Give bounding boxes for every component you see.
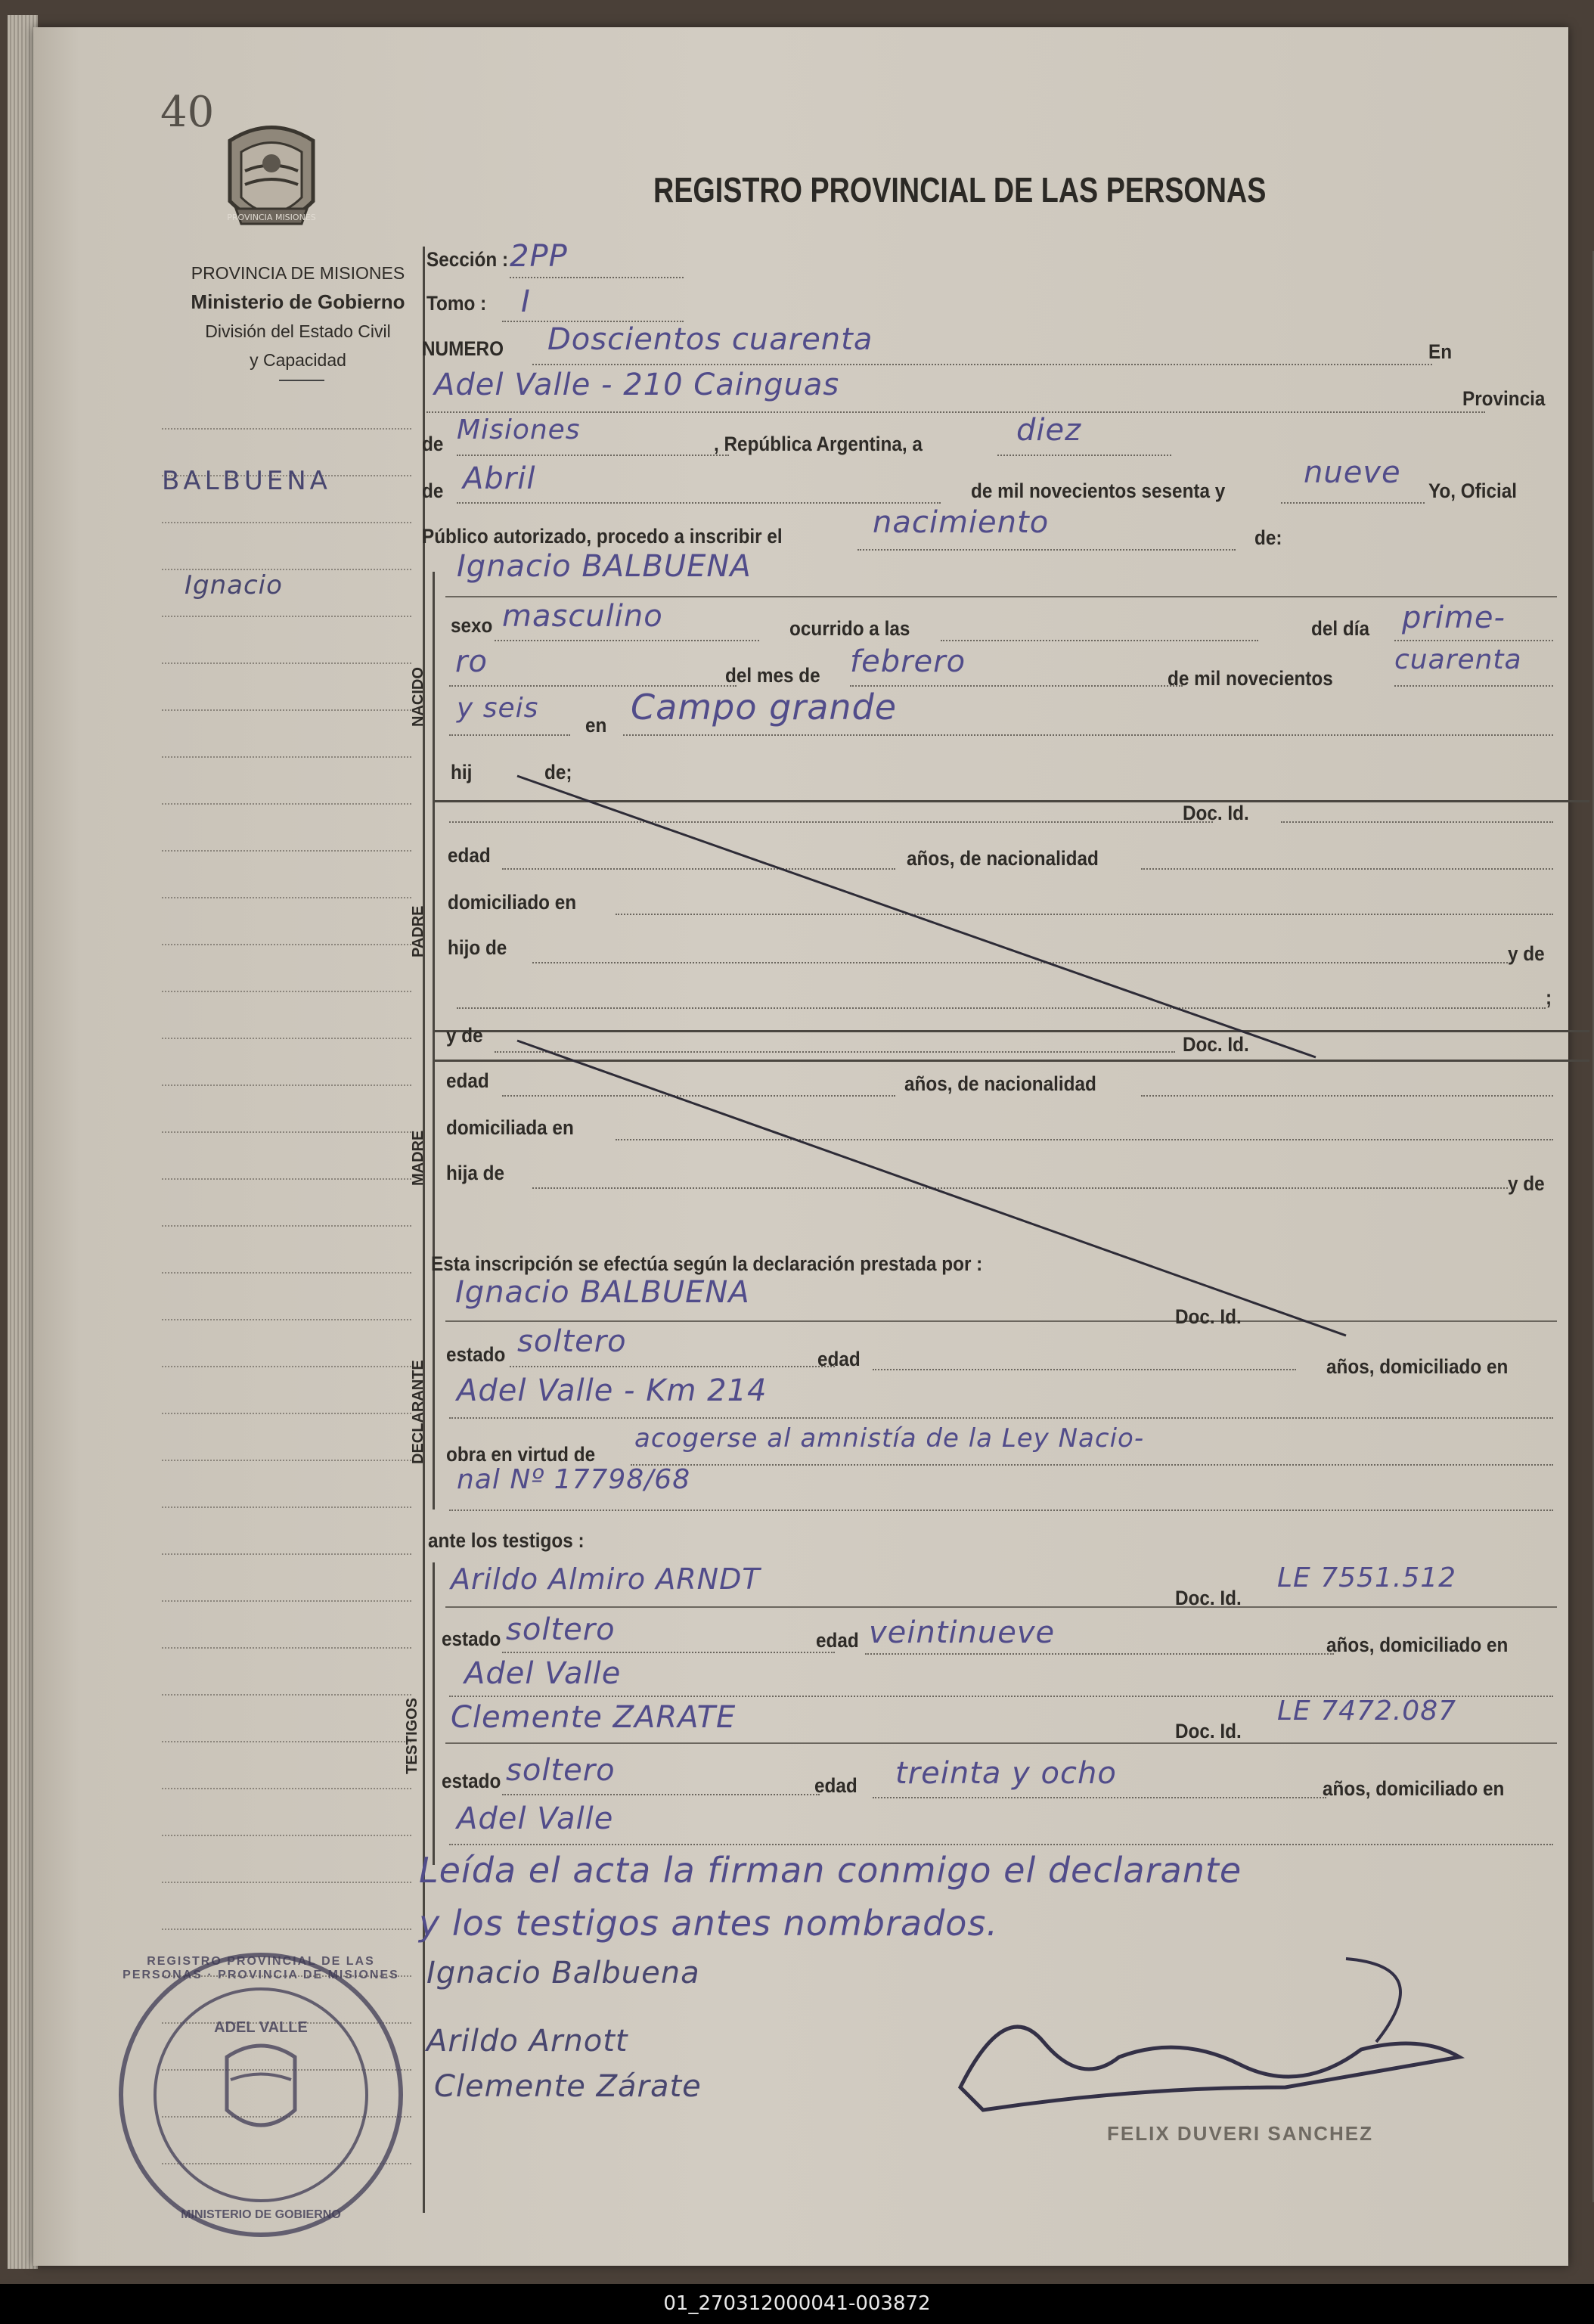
de-mil-label: de mil novecientos sesenta y	[971, 479, 1226, 502]
provincia-value: Misiones	[457, 414, 581, 445]
margin-surname: BALBUENA	[162, 466, 331, 496]
issuer-ministry: Ministerio de Gobierno	[191, 290, 405, 313]
acto-value: nacimiento	[873, 505, 1050, 540]
testigo1-estado-value: soltero	[506, 1612, 616, 1647]
testigo2-estado-label: estado	[442, 1770, 501, 1792]
seccion-label: Sección :	[426, 248, 509, 271]
de-label-2: de	[422, 479, 444, 502]
testigo1-value: Arildo Almiro ARNDT	[451, 1562, 761, 1596]
dia-nac-value: prime-	[1402, 600, 1506, 635]
testigo2-value: Clemente ZARATE	[451, 1700, 737, 1735]
padre-dom-label: domiciliado en	[448, 891, 577, 914]
padre-semicolon: ;	[1546, 986, 1552, 1009]
madre-y-de-label: y de	[446, 1024, 483, 1047]
signature-flourish	[1346, 1959, 1400, 2042]
lugar-nac-value: Campo grande	[631, 687, 898, 728]
margin-given-name: Ignacio	[185, 570, 283, 600]
madre-edad-label: edad	[446, 1069, 489, 1092]
del-dia-label: del día	[1311, 617, 1369, 640]
tomo-value: I	[521, 284, 531, 319]
declarante-estado-value: soltero	[517, 1324, 627, 1359]
madre-dom-label: domiciliada en	[446, 1116, 574, 1139]
padre-side-label: PADRE	[410, 905, 426, 957]
dia-value: diez	[1016, 413, 1082, 448]
en-label: En	[1428, 340, 1453, 363]
mes-value: Abril	[463, 461, 536, 496]
declarante-estado-label: estado	[446, 1343, 506, 1366]
officer-signature	[960, 2027, 1459, 2110]
numero-label: NUMERO	[422, 337, 504, 360]
declarante-dom-value: Adel Valle - Km 214	[457, 1373, 768, 1408]
testigo1-edad-label: edad	[816, 1629, 859, 1652]
madre-nac-label: años, de nacionalidad	[904, 1072, 1096, 1095]
testigos-label: ante los testigos :	[428, 1529, 585, 1552]
registry-seal-icon	[121, 1955, 401, 2235]
testigo1-dom-value: Adel Valle	[464, 1656, 622, 1691]
madre-cancel-line	[517, 1041, 1346, 1336]
padre-nac-label: años, de nacionalidad	[907, 847, 1099, 870]
yo-oficial-label: Yo, Oficial	[1428, 479, 1518, 502]
de-colon-label: de:	[1254, 526, 1282, 549]
padre-edad-label: edad	[448, 844, 491, 867]
obra-value: acogerse al amnistía de la Ley Nacio-	[634, 1423, 1145, 1454]
ocurrido-label: ocurrido a las	[789, 617, 910, 640]
testigo1-estado-label: estado	[442, 1627, 501, 1650]
testigo1-edad-value: veintinueve	[869, 1615, 1056, 1650]
madre-doc-label: Doc. Id.	[1183, 1033, 1249, 1056]
madre-y-de-2-label: y de	[1508, 1172, 1545, 1195]
inscripto-value: Ignacio BALBUENA	[457, 549, 752, 584]
declarante-anos-label: años, domiciliado en	[1326, 1355, 1509, 1378]
seal-bottom-text: MINISTERIO DE GOBIERNO	[181, 2208, 341, 2221]
anio-value: nueve	[1304, 455, 1401, 490]
lugar-value: Adel Valle - 210 Cainguas	[434, 368, 840, 402]
padre-doc-label: Doc. Id.	[1183, 802, 1249, 824]
tomo-label: Tomo :	[426, 292, 487, 315]
declarante-side-label: DECLARANTE	[410, 1360, 426, 1464]
declarante-edad-label: edad	[817, 1348, 861, 1370]
declarante-doc-label: Doc. Id.	[1175, 1305, 1242, 1328]
footer-bar	[0, 2284, 1594, 2324]
madre-hija-label: hija de	[446, 1162, 504, 1184]
testigos-side-label: TESTIGOS	[404, 1697, 420, 1774]
testigo2-doc-value: LE 7472.087	[1277, 1696, 1457, 1727]
declaracion-label: Esta inscripción se efectúa según la declaración prestada por :	[431, 1252, 983, 1275]
issuer-division: División del Estado Civil	[205, 321, 391, 341]
anio-nac-value-2: y seis	[457, 693, 539, 724]
seal-center-text: ADEL VALLE	[214, 2019, 308, 2036]
hij-de-label: de;	[544, 761, 572, 783]
padre-hijo-label: hijo de	[448, 936, 507, 959]
testigo2-anos-label: años, domiciliado en	[1323, 1777, 1505, 1800]
seal-text: PROVINCIA MISIONES	[227, 213, 316, 222]
officer-stamp: FELIX DUVERI SANCHEZ	[1107, 2122, 1374, 2145]
anio-nac-value: cuarenta	[1394, 644, 1522, 675]
obra-label: obra en virtud de	[446, 1443, 596, 1466]
testigo1-doc-value: LE 7551.512	[1277, 1562, 1457, 1593]
hij-label: hij	[451, 761, 473, 783]
de-mil-2-label: de mil novecientos	[1168, 667, 1333, 690]
del-mes-label: del mes de	[725, 664, 820, 687]
seccion-value: 2PP	[510, 239, 568, 274]
issuer-capacity: y Capacidad	[250, 350, 346, 370]
page-number: 40	[160, 88, 215, 137]
signature-2: Arildo Arnott	[426, 2024, 628, 2059]
nacido-side-label: NACIDO	[410, 667, 426, 727]
testigo1-doc-label: Doc. Id.	[1175, 1587, 1242, 1609]
en-2-label: en	[585, 714, 607, 737]
sexo-label: sexo	[451, 614, 493, 637]
padre-cancel-line	[517, 776, 1316, 1057]
footer-image-id: 01_270312000041-003872	[663, 2292, 931, 2315]
closing-line-2: y los testigos antes nombrados.	[419, 1903, 999, 1944]
padre-y-de-label: y de	[1508, 942, 1545, 965]
publico-label: Público autorizado, procedo a inscribir el	[422, 525, 783, 548]
page-title: REGISTRO PROVINCIAL DE LAS PERSONAS	[653, 170, 1267, 209]
signature-3: Clemente Zárate	[434, 2069, 702, 2104]
republica-label: , República Argentina, a	[714, 433, 923, 455]
numero-value: Doscientos cuarenta	[547, 322, 873, 357]
dia-nac-value-2: ro	[455, 644, 488, 679]
testigo2-edad-label: edad	[814, 1774, 857, 1797]
issuer-province: PROVINCIA DE MISIONES	[191, 263, 405, 283]
testigo2-doc-label: Doc. Id.	[1175, 1720, 1242, 1742]
testigo2-edad-value: treinta y ocho	[895, 1756, 1117, 1791]
sexo-value: masculino	[502, 599, 663, 634]
obra-value-2: nal Nº 17798/68	[457, 1464, 691, 1495]
testigo1-anos-label: años, domiciliado en	[1326, 1634, 1509, 1656]
mes-nac-value: febrero	[850, 644, 966, 679]
provincia-label: Provincia	[1462, 387, 1546, 410]
de-label: de	[422, 433, 444, 455]
testigo2-dom-value: Adel Valle	[457, 1801, 614, 1836]
madre-side-label: MADRE	[410, 1130, 426, 1186]
testigo2-estado-value: soltero	[506, 1753, 616, 1788]
closing-line-1: Leída el acta la firman conmigo el declarante	[419, 1850, 1242, 1891]
seal-ring-text: REGISTRO PROVINCIAL DE LAS PERSONAS · PROVINCIA DE MISIONES	[122, 1955, 399, 1981]
declarante-value: Ignacio BALBUENA	[455, 1275, 750, 1310]
signature-1: Ignacio Balbuena	[426, 1956, 700, 1990]
